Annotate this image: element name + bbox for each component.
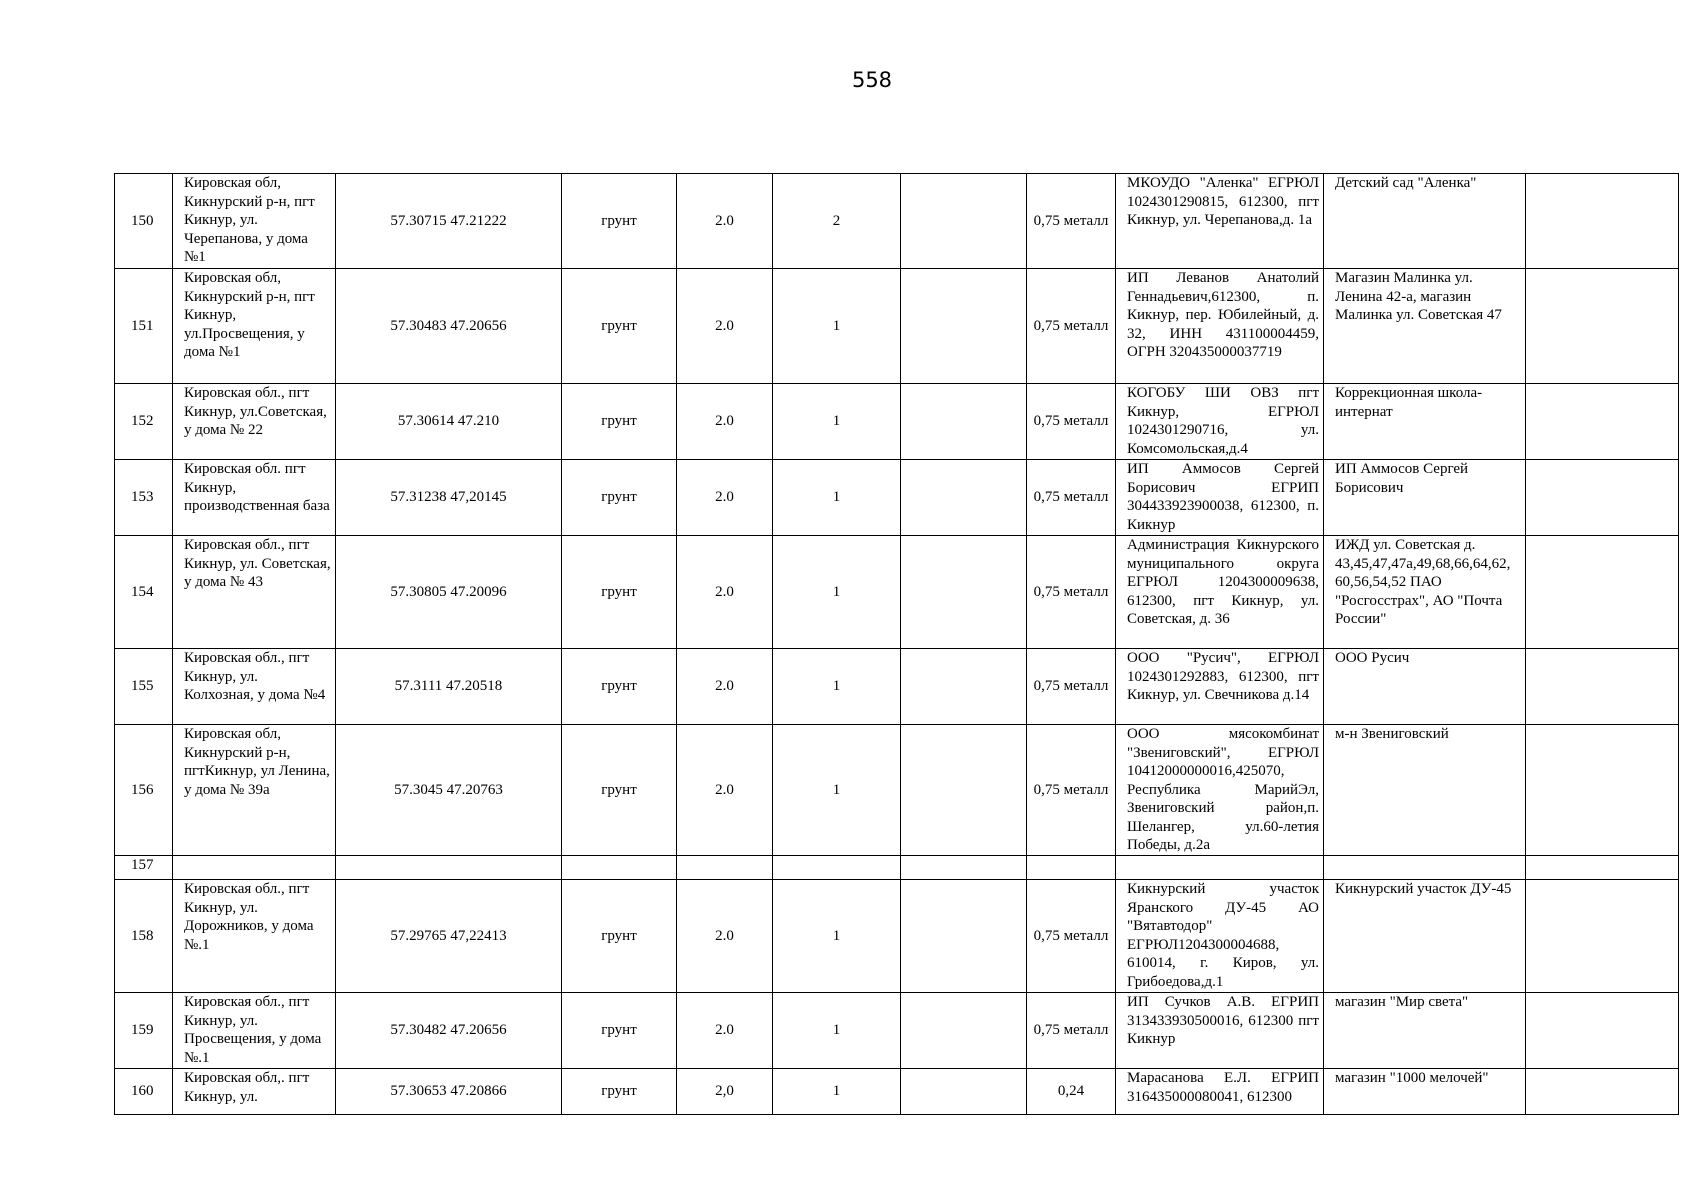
surface-cell: грунт (562, 725, 677, 856)
area-cell: 2.0 (677, 174, 773, 269)
containers-count-cell: 1 (773, 269, 901, 384)
waste-sources-cell: м-н Звениговский (1324, 725, 1526, 856)
note-cell (1526, 384, 1679, 460)
note-cell (1526, 725, 1679, 856)
empty-cell (901, 384, 1027, 460)
container-volume-cell: 0,75 металл (1027, 880, 1116, 993)
empty-cell (901, 880, 1027, 993)
table-row (115, 993, 1679, 1069)
coordinates-cell: 57.3045 47.20763 (336, 725, 562, 856)
table-row (115, 174, 1679, 269)
table-row (115, 536, 1679, 649)
coordinates-cell: 57.30482 47.20656 (336, 993, 562, 1069)
area-cell: 2.0 (677, 460, 773, 536)
containers-count-cell: 1 (773, 993, 901, 1069)
surface-cell: грунт (562, 880, 677, 993)
note-cell (1526, 460, 1679, 536)
row-number: 159 (115, 993, 173, 1069)
table-row (115, 269, 1679, 384)
row-number: 152 (115, 384, 173, 460)
address-cell: Кировская обл,. пгт Кикнур, ул. (173, 1069, 336, 1115)
container-volume-cell: 0,75 металл (1027, 384, 1116, 460)
surface-cell: грунт (562, 460, 677, 536)
note-cell (1526, 536, 1679, 649)
row-number: 158 (115, 880, 173, 993)
table-row (115, 649, 1679, 725)
surface-cell: грунт (562, 649, 677, 725)
container-volume-cell: 0,75 металл (1027, 649, 1116, 725)
owner-cell: МКОУДО "Аленка" ЕГРЮЛ 1024301290815, 612300, пгт Кикнур, ул. Черепанова,д. 1а (1116, 174, 1324, 269)
row-number: 154 (115, 536, 173, 649)
empty-cell (901, 174, 1027, 269)
coordinates-cell: 57.3111 47.20518 (336, 649, 562, 725)
owner-cell: ИП Аммосов Сергей Борисович ЕГРИП 304433923900038, 612300, п. Кикнур (1116, 460, 1324, 536)
container-volume-cell: 0,75 металл (1027, 536, 1116, 649)
container-volume-cell: 0,24 (1027, 1069, 1116, 1115)
owner-cell: КОГОБУ ШИ ОВЗ пгт Кикнур, ЕГРЮЛ 1024301290716, ул. Комсомольская,д.4 (1116, 384, 1324, 460)
containers-count-cell (773, 856, 901, 880)
empty-cell (901, 649, 1027, 725)
empty-cell (901, 993, 1027, 1069)
address-cell: Кировская обл, Кикнурский р-н, пгт Кикнур, ул. Черепанова, у дома №1 (173, 174, 336, 269)
surface-cell: грунт (562, 993, 677, 1069)
address-cell: Кировская обл., пгт Кикнур, ул. Просвещения, у дома №.1 (173, 993, 336, 1069)
address-cell: Кировская обл., пгт Кикнур, ул. Колхозная, у дома №4 (173, 649, 336, 725)
surface-cell: грунт (562, 269, 677, 384)
owner-cell: ООО мясокомбинат "Звениговский", ЕГРЮЛ 10412000000016,425070, Республика МарийЭл, Звениговский район,п. Шелангер, ул.60-летия Победы, д.2а (1116, 725, 1324, 856)
owner-cell: ИП Леванов Анатолий Геннадьевич,612300, п. Кикнур, пер. Юбилейный, д. 32, ИНН 431100004459, ОГРН 320435000037719 (1116, 269, 1324, 384)
empty-cell (901, 460, 1027, 536)
empty-cell (901, 725, 1027, 856)
owner-cell: ООО "Русич", ЕГРЮЛ 1024301292883, 612300, пгт Кикнур, ул. Свечникова д.14 (1116, 649, 1324, 725)
container-volume-cell: 0,75 металл (1027, 269, 1116, 384)
row-number: 157 (115, 856, 173, 880)
surface-cell: грунт (562, 1069, 677, 1115)
waste-sources-cell (1324, 856, 1526, 880)
area-cell: 2,0 (677, 1069, 773, 1115)
address-cell: Кировская обл., пгт Кикнур, ул. Дорожников, у дома №.1 (173, 880, 336, 993)
address-cell: Кировская обл., пгт Кикнур, ул. Советская, у дома № 43 (173, 536, 336, 649)
note-cell (1526, 1069, 1679, 1115)
address-cell (173, 856, 336, 880)
row-number: 150 (115, 174, 173, 269)
containers-count-cell: 1 (773, 536, 901, 649)
table-row (115, 460, 1679, 536)
containers-count-cell: 1 (773, 384, 901, 460)
page-number: 558 (851, 68, 893, 92)
waste-sources-cell: Кикнурский участок ДУ-45 (1324, 880, 1526, 993)
surface-cell: грунт (562, 174, 677, 269)
waste-sources-cell: ИЖД ул. Советская д. 43,45,47,47а,49,68,66,64,62, 60,56,54,52 ПАО "Росгосстрах", АО "Почта России" (1324, 536, 1526, 649)
row-number: 160 (115, 1069, 173, 1115)
row-number: 155 (115, 649, 173, 725)
waste-sources-cell: магазин "1000 мелочей" (1324, 1069, 1526, 1115)
table-row (115, 1069, 1679, 1115)
owner-cell: ИП Сучков А.В. ЕГРИП 313433930500016, 612300 пгт Кикнур (1116, 993, 1324, 1069)
containers-count-cell: 2 (773, 174, 901, 269)
container-volume-cell: 0,75 металл (1027, 725, 1116, 856)
table-row (115, 725, 1679, 856)
container-volume-cell (1027, 856, 1116, 880)
coordinates-cell: 57.30805 47.20096 (336, 536, 562, 649)
empty-cell (901, 269, 1027, 384)
note-cell (1526, 269, 1679, 384)
containers-count-cell: 1 (773, 649, 901, 725)
note-cell (1526, 174, 1679, 269)
waste-sources-cell: ООО Русич (1324, 649, 1526, 725)
waste-sources-cell: магазин "Мир света" (1324, 993, 1526, 1069)
area-cell: 2.0 (677, 649, 773, 725)
row-number: 151 (115, 269, 173, 384)
owner-cell: Кикнурский участок Яранского ДУ-45 АО "Вятавтодор" ЕГРЮЛ1204300004688, 610014, г. Киров, ул. Грибоедова,д.1 (1116, 880, 1324, 993)
area-cell: 2.0 (677, 725, 773, 856)
row-number: 156 (115, 725, 173, 856)
empty-cell (901, 856, 1027, 880)
address-cell: Кировская обл., пгт Кикнур, ул.Советская, у дома № 22 (173, 384, 336, 460)
coordinates-cell: 57.30715 47.21222 (336, 174, 562, 269)
note-cell (1526, 993, 1679, 1069)
note-cell (1526, 880, 1679, 993)
area-cell: 2.0 (677, 384, 773, 460)
container-volume-cell: 0,75 металл (1027, 174, 1116, 269)
area-cell: 2.0 (677, 993, 773, 1069)
waste-sources-cell: Коррекционная школа-интернат (1324, 384, 1526, 460)
coordinates-cell: 57.30653 47.20866 (336, 1069, 562, 1115)
area-cell: 2.0 (677, 880, 773, 993)
waste-sources-cell: Детский сад "Аленка" (1324, 174, 1526, 269)
coordinates-cell (336, 856, 562, 880)
surface-cell: грунт (562, 384, 677, 460)
container-volume-cell: 0,75 металл (1027, 460, 1116, 536)
address-cell: Кировская обл. пгт Кикнур, производственная база (173, 460, 336, 536)
empty-cell (901, 1069, 1027, 1115)
waste-sources-cell: Магазин Малинка ул. Ленина 42-а, магазин Малинка ул. Советская 47 (1324, 269, 1526, 384)
empty-cell (901, 536, 1027, 649)
area-cell: 2.0 (677, 269, 773, 384)
surface-cell: грунт (562, 536, 677, 649)
table-row (115, 856, 1679, 880)
owner-cell: Администрация Кикнурского муниципального округа ЕГРЮЛ 1204300009638, 612300, пгт Кикнур, ул. Советская, д. 36 (1116, 536, 1324, 649)
waste-sites-table (114, 173, 1679, 1115)
row-number: 153 (115, 460, 173, 536)
address-cell: Кировская обл, Кикнурский р-н, пгт Кикнур, ул.Просвещения, у дома №1 (173, 269, 336, 384)
note-cell (1526, 649, 1679, 725)
coordinates-cell: 57.29765 47,22413 (336, 880, 562, 993)
coordinates-cell: 57.31238 47,20145 (336, 460, 562, 536)
owner-cell (1116, 856, 1324, 880)
containers-count-cell: 1 (773, 1069, 901, 1115)
waste-sources-cell: ИП Аммосов Сергей Борисович (1324, 460, 1526, 536)
area-cell (677, 856, 773, 880)
address-cell: Кировская обл, Кикнурский р-н, пгтКикнур, ул Ленина, у дома № 39а (173, 725, 336, 856)
table-row (115, 880, 1679, 993)
containers-count-cell: 1 (773, 880, 901, 993)
area-cell: 2.0 (677, 536, 773, 649)
table-row (115, 384, 1679, 460)
note-cell (1526, 856, 1679, 880)
coordinates-cell: 57.30483 47.20656 (336, 269, 562, 384)
surface-cell (562, 856, 677, 880)
owner-cell: Марасанова Е.Л. ЕГРИП 316435000080041, 612300 (1116, 1069, 1324, 1115)
container-volume-cell: 0,75 металл (1027, 993, 1116, 1069)
containers-count-cell: 1 (773, 460, 901, 536)
containers-count-cell: 1 (773, 725, 901, 856)
coordinates-cell: 57.30614 47.210 (336, 384, 562, 460)
